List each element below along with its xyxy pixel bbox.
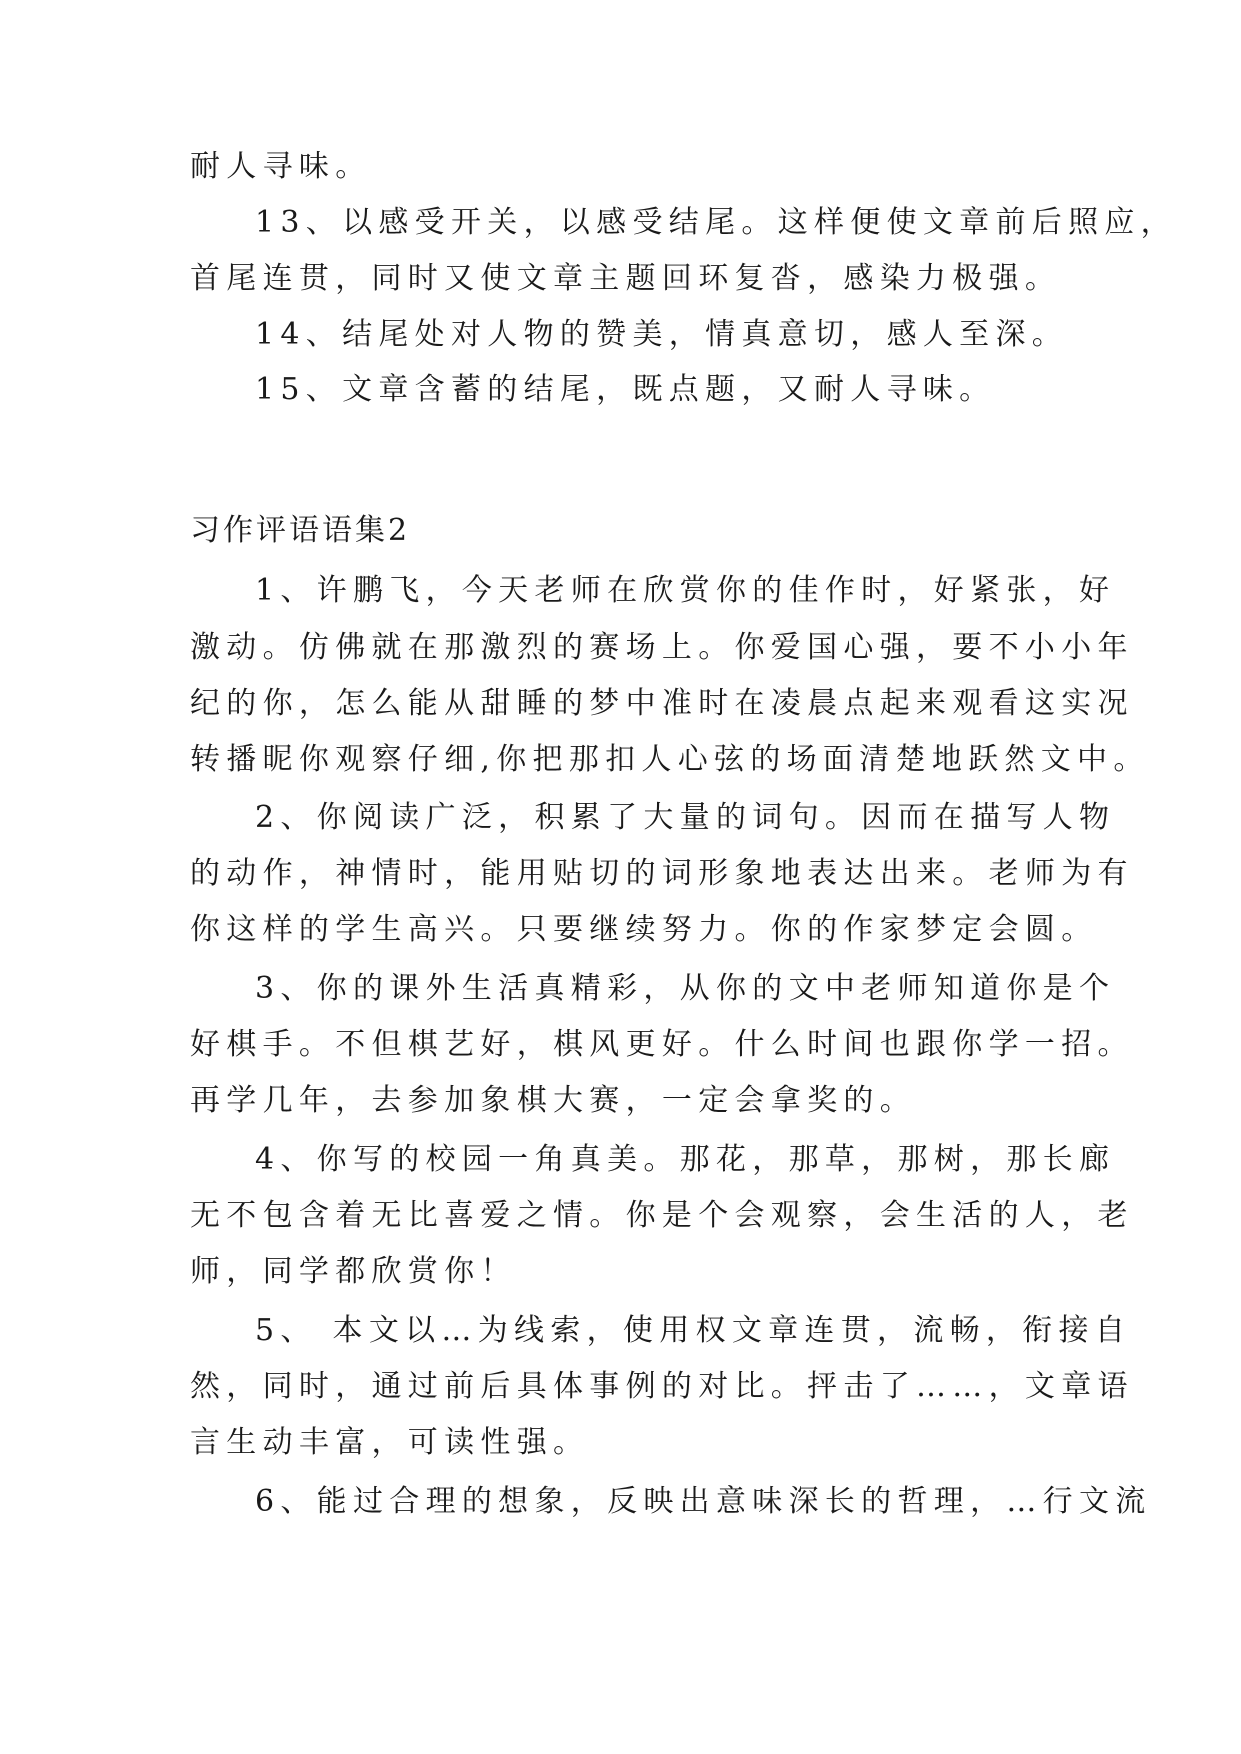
text-line: 再学几年，去参加象棋大赛，一定会拿奖的。 <box>190 1083 916 1118</box>
text-line: 耐人寻味。 <box>190 149 372 184</box>
text-line: 5、 本文以…为线索，使用权文章连贯，流畅，衔接自 <box>255 1313 1132 1348</box>
text-line: 13、以感受开关，以感受结尾。这样便使文章前后照应， <box>255 205 1177 240</box>
text-line: 1、许鹏飞，今天老师在欣赏你的佳作时，好紧张，好 <box>255 573 1116 608</box>
text-line: 14、结尾处对人物的赞美，情真意切，感人至深。 <box>255 317 1069 352</box>
text-line: 转播昵你观察仔细,你把那扣人心弦的场面清楚地跃然文中。 <box>190 742 1150 777</box>
text-line: 纪的你，怎么能从甜睡的梦中准时在凌晨点起来观看这实况 <box>190 686 1134 721</box>
text-line: 首尾连贯，同时又使文章主题回环复沓，感染力极强。 <box>190 261 1062 296</box>
text-line: 无不包含着无比喜爱之情。你是个会观察，会生活的人，老 <box>190 1198 1134 1233</box>
text-line: 师，同学都欣赏你！ <box>190 1254 517 1289</box>
text-line: 好棋手。不但棋艺好，棋风更好。什么时间也跟你学一招。 <box>190 1027 1134 1062</box>
text-line: 然，同时，通过前后具体事例的对比。抨击了……，文章语 <box>190 1369 1134 1404</box>
text-line: 4、你写的校园一角真美。那花，那草，那树，那长廊 <box>255 1142 1116 1177</box>
text-line: 你这样的学生高兴。只要继续努力。你的作家梦定会圆。 <box>190 912 1098 947</box>
text-line: 3、你的课外生活真精彩，从你的文中老师知道你是个 <box>255 971 1116 1006</box>
section-heading: 习作评语语集2 <box>190 513 411 548</box>
text-line: 激动。仿佛就在那激烈的赛场上。你爱国心强，要不小小年 <box>190 630 1134 665</box>
text-line: 2、你阅读广泛，积累了大量的词句。因而在描写人物 <box>255 800 1116 835</box>
text-line: 言生动丰富，可读性强。 <box>190 1425 590 1460</box>
text-line: 的动作，神情时，能用贴切的词形象地表达出来。老师为有 <box>190 856 1134 891</box>
text-line: 6、能过合理的想象，反映出意味深长的哲理，…行文流 <box>255 1484 1152 1519</box>
text-line: 15、文章含蓄的结尾，既点题，又耐人寻味。 <box>255 372 996 407</box>
